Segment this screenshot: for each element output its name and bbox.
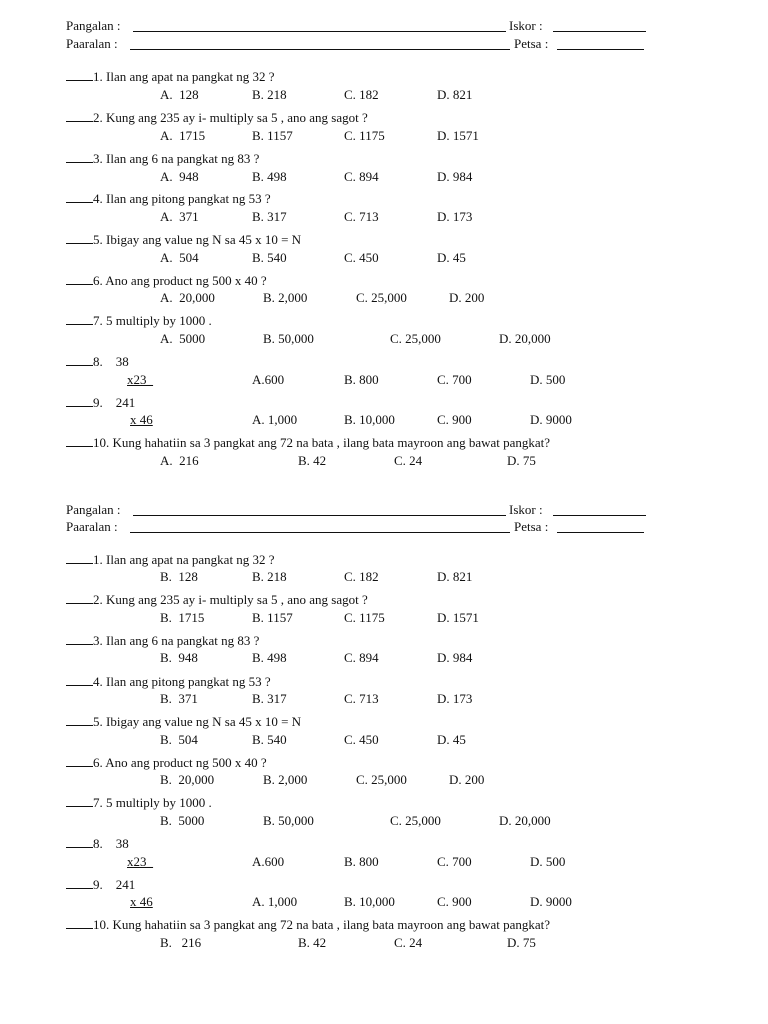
choice-b: B. 50,000 (263, 331, 314, 346)
question-text: 38 (115, 354, 129, 369)
choice-c: C. 450 (344, 250, 379, 265)
answer-blank[interactable] (66, 150, 93, 163)
question-1 (66, 551, 275, 569)
answer-blank[interactable] (66, 876, 93, 889)
question-6 (66, 272, 267, 290)
question-text: Ilan ang apat na pangkat ng 32 ? (106, 552, 275, 567)
choice-a: B. 504 (160, 732, 198, 747)
question-text: 241 (115, 877, 136, 892)
choice-b: B. 540 (252, 732, 287, 747)
school-label: Paaralan : (66, 519, 118, 534)
choice-c: C. 25,000 (356, 772, 407, 787)
question-number: 6. (93, 755, 103, 770)
choice-d: D. 20,000 (499, 813, 551, 828)
question-number: 8. (93, 354, 103, 369)
choice-c: C. 25,000 (390, 813, 441, 828)
choice-c: C. 24 (394, 935, 423, 950)
choice-b: B. 498 (252, 650, 287, 665)
question-number: 9. (93, 877, 103, 892)
answer-blank[interactable] (66, 551, 93, 564)
multiplier: x23_ (127, 372, 153, 387)
choice-b: B. 42 (298, 453, 327, 468)
answer-blank[interactable] (66, 68, 93, 81)
question-text: Ilan ang 6 na pangkat ng 83 ? (106, 633, 260, 648)
question-number: 5. (93, 232, 103, 247)
name-label: Pangalan : (66, 502, 121, 517)
choice-d: D. 984 (437, 169, 473, 184)
choice-d: D. 821 (437, 87, 473, 102)
answer-blank[interactable] (66, 632, 93, 645)
choice-c: C. 1175 (344, 128, 385, 143)
question-10 (66, 434, 550, 452)
choice-d: D. 173 (437, 209, 473, 224)
answer-blank[interactable] (66, 394, 93, 407)
question-number: 8. (93, 836, 103, 851)
score-label: Iskor : (509, 18, 543, 33)
school-date-row (0, 35, 768, 53)
question-number: 9. (93, 395, 103, 410)
question-text: Kung hahatiin sa 3 pangkat ang 72 na bata , ilang bata mayroon ang bawat pangkat? (112, 917, 551, 932)
question-8 (66, 353, 129, 371)
choice-b: B. 50,000 (263, 813, 314, 828)
question-text: Ilan ang pitong pangkat ng 53 ? (106, 191, 271, 206)
choice-d: D. 20,000 (499, 331, 551, 346)
choice-b: B. 1157 (252, 128, 293, 143)
choice-c: C. 700 (437, 854, 472, 869)
name-label: Pangalan : (66, 18, 121, 33)
choice-b: B. 800 (344, 372, 379, 387)
date-label: Petsa : (514, 519, 549, 534)
choice-a: A. 1715 (160, 128, 206, 143)
choice-d: D. 500 (530, 854, 566, 869)
choice-c: C. 24 (394, 453, 423, 468)
question-number: 5. (93, 714, 103, 729)
question-number: 4. (93, 191, 103, 206)
question-7 (66, 794, 212, 812)
question-8 (66, 835, 129, 853)
choice-a: B. 5000 (160, 813, 205, 828)
question-text: Ano ang product ng 500 x 40 ? (105, 755, 267, 770)
choice-d: D. 9000 (530, 412, 572, 427)
choice-c: C. 450 (344, 732, 379, 747)
choice-c: C. 182 (344, 87, 379, 102)
answer-blank[interactable] (66, 434, 93, 447)
choice-d: D. 173 (437, 691, 473, 706)
choice-c: C. 25,000 (356, 290, 407, 305)
question-text: Kung ang 235 ay i- multiply sa 5 , ano ang sagot ? (106, 110, 368, 125)
choice-c: C. 182 (344, 569, 379, 584)
question-number: 1. (93, 552, 103, 567)
choice-d: D. 200 (449, 290, 485, 305)
question-number: 2. (93, 592, 103, 607)
choice-a: A. 1,000 (252, 412, 298, 427)
choice-a: B. 1715 (160, 610, 205, 625)
choice-c: C. 713 (344, 209, 379, 224)
question-text: Ilan ang apat na pangkat ng 32 ? (106, 69, 275, 84)
question-number: 7. (93, 795, 103, 810)
question-text: Ano ang product ng 500 x 40 ? (105, 273, 267, 288)
choice-b: B. 218 (252, 569, 287, 584)
choice-a: A.600 (252, 372, 285, 387)
question-2 (66, 591, 368, 609)
question-text: Ilan ang pitong pangkat ng 53 ? (106, 674, 271, 689)
score-blank[interactable] (553, 31, 646, 32)
answer-blank[interactable] (66, 754, 93, 767)
question-number: 10. (93, 917, 110, 932)
choice-a: A. 948 (160, 169, 199, 184)
question-6 (66, 754, 267, 772)
answer-blank[interactable] (66, 713, 93, 726)
choice-b: B. 498 (252, 169, 287, 184)
choice-d: D. 1571 (437, 610, 479, 625)
answer-blank[interactable] (66, 835, 93, 848)
choice-a: A.600 (252, 854, 285, 869)
answer-blank[interactable] (66, 109, 93, 122)
answer-blank[interactable] (66, 591, 93, 604)
question-text: 5 multiply by 1000 . (106, 795, 212, 810)
question-7 (66, 312, 212, 330)
choice-a: A. 5000 (160, 331, 206, 346)
choice-a: A. 128 (160, 87, 199, 102)
name-score-row (0, 501, 768, 519)
school-date-row (0, 518, 768, 536)
choice-c: C. 25,000 (390, 331, 441, 346)
question-text: 38 (115, 836, 129, 851)
date-blank[interactable] (557, 49, 644, 50)
question-text: Ilan ang 6 na pangkat ng 83 ? (106, 151, 260, 166)
choice-d: D. 75 (507, 453, 536, 468)
question-4 (66, 190, 271, 208)
choice-d: D. 1571 (437, 128, 479, 143)
school-blank[interactable] (130, 532, 510, 533)
answer-blank[interactable] (66, 312, 93, 325)
choice-b: B. 1157 (252, 610, 293, 625)
multiplier: x 46 (130, 894, 153, 909)
question-number: 3. (93, 633, 103, 648)
question-text: Kung hahatiin sa 3 pangkat ang 72 na bata , ilang bata mayroon ang bawat pangkat? (112, 435, 551, 450)
question-text: Ibigay ang value ng N sa 45 x 10 = N (106, 232, 302, 247)
date-blank[interactable] (557, 532, 644, 533)
question-4 (66, 673, 271, 691)
answer-blank[interactable] (66, 794, 93, 807)
question-2 (66, 109, 368, 127)
choice-c: C. 1175 (344, 610, 385, 625)
choice-c: C. 894 (344, 169, 379, 184)
choice-b: B. 10,000 (344, 412, 395, 427)
question-5 (66, 231, 301, 249)
question-9 (66, 394, 135, 412)
choice-d: D. 45 (437, 250, 466, 265)
question-number: 3. (93, 151, 103, 166)
choice-a: A. 1,000 (252, 894, 298, 909)
multiplier: x23_ (127, 854, 153, 869)
question-number: 7. (93, 313, 103, 328)
choice-b: B. 800 (344, 854, 379, 869)
question-10 (66, 916, 550, 934)
choice-a: B. 948 (160, 650, 198, 665)
choice-b: B. 218 (252, 87, 287, 102)
choice-c: C. 713 (344, 691, 379, 706)
answer-blank[interactable] (66, 190, 93, 203)
choice-d: D. 45 (437, 732, 466, 747)
choice-a: A. 504 (160, 250, 199, 265)
question-1 (66, 68, 275, 86)
question-number: 6. (93, 273, 103, 288)
choice-b: B. 540 (252, 250, 287, 265)
question-5 (66, 713, 301, 731)
answer-blank[interactable] (66, 272, 93, 285)
choice-c: C. 900 (437, 412, 472, 427)
choice-d: D. 500 (530, 372, 566, 387)
question-9 (66, 876, 135, 894)
choice-d: D. 75 (507, 935, 536, 950)
choice-a: A. 20,000 (160, 290, 215, 305)
question-text: Kung ang 235 ay i- multiply sa 5 , ano ang sagot ? (106, 592, 368, 607)
score-label: Iskor : (509, 502, 543, 517)
choice-b: B. 317 (252, 209, 287, 224)
choice-a: A. 216 (160, 453, 199, 468)
choice-d: D. 9000 (530, 894, 572, 909)
question-3 (66, 632, 259, 650)
choice-b: B. 10,000 (344, 894, 395, 909)
answer-blank[interactable] (66, 916, 93, 929)
choice-d: D. 200 (449, 772, 485, 787)
choice-c: C. 700 (437, 372, 472, 387)
choice-a: B. 371 (160, 691, 198, 706)
answer-blank[interactable] (66, 231, 93, 244)
choice-b: B. 2,000 (263, 290, 308, 305)
choice-a: B. 20,000 (160, 772, 215, 787)
school-label: Paaralan : (66, 36, 118, 51)
choice-b: B. 317 (252, 691, 287, 706)
question-number: 4. (93, 674, 103, 689)
question-number: 1. (93, 69, 103, 84)
date-label: Petsa : (514, 36, 549, 51)
name-score-row (0, 17, 768, 35)
choice-a: B. 216 (160, 935, 202, 950)
multiplier: x 46 (130, 412, 153, 427)
choice-b: B. 42 (298, 935, 327, 950)
choice-c: C. 894 (344, 650, 379, 665)
question-number: 10. (93, 435, 110, 450)
choice-d: D. 984 (437, 650, 473, 665)
answer-blank[interactable] (66, 353, 93, 366)
choice-c: C. 900 (437, 894, 472, 909)
choice-a: A. 371 (160, 209, 199, 224)
question-number: 2. (93, 110, 103, 125)
question-text: 241 (115, 395, 136, 410)
choice-d: D. 821 (437, 569, 473, 584)
name-blank[interactable] (133, 515, 506, 516)
question-text: 5 multiply by 1000 . (106, 313, 212, 328)
choice-a: B. 128 (160, 569, 198, 584)
question-3 (66, 150, 259, 168)
name-blank[interactable] (133, 31, 506, 32)
choice-b: B. 2,000 (263, 772, 308, 787)
question-text: Ibigay ang value ng N sa 45 x 10 = N (106, 714, 302, 729)
score-blank[interactable] (553, 515, 646, 516)
answer-blank[interactable] (66, 673, 93, 686)
school-blank[interactable] (130, 49, 510, 50)
